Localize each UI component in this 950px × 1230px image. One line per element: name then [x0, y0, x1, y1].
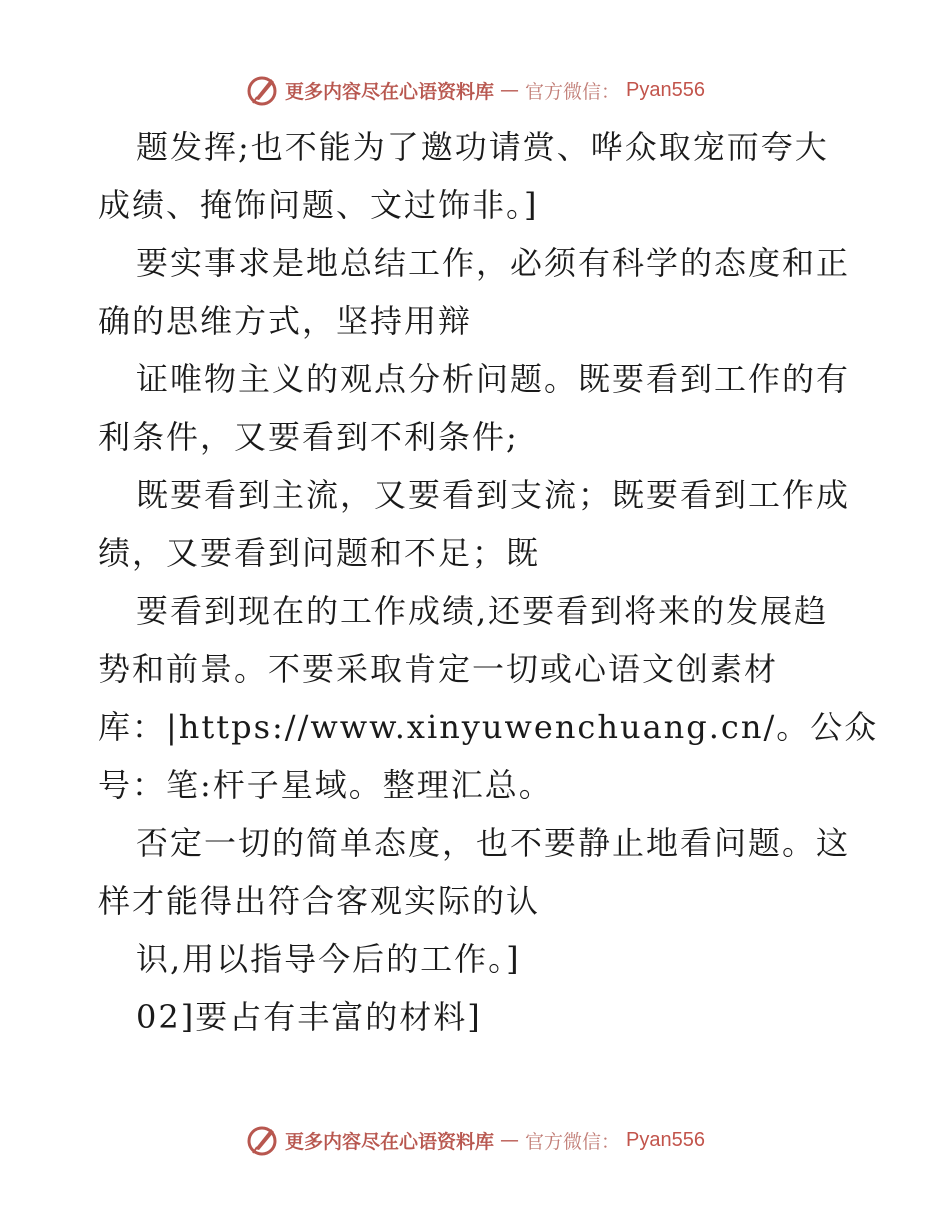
footer-banner	[0, 1120, 950, 1160]
document-body	[98, 118, 879, 1046]
text-line: 既要看到主流，又要看到支流；既要看到工作成	[136, 476, 851, 514]
text-line: 证唯物主义的观点分析问题。既要看到工作的有	[136, 360, 851, 398]
banner-separator: —	[500, 1129, 520, 1151]
text-line: 要实事求是地总结工作，必须有科学的态度和正	[136, 244, 851, 282]
banner-wechat-id: Pyan556	[626, 1128, 705, 1151]
banner-main-text: 更多内容尽在心语资料库	[285, 80, 495, 103]
quill-pen-logo-icon	[245, 73, 279, 107]
banner-wechat-label: 官方微信：	[525, 1130, 621, 1153]
banner-main-text: 更多内容尽在心语资料库	[285, 1130, 495, 1153]
banner-separator: —	[500, 79, 520, 101]
text-line: 利条件，又要看到不利条件;	[98, 418, 519, 456]
text-line: 题发挥;也不能为了邀功请赏、哗众取宠而夸大	[136, 128, 829, 166]
text-line: 势和前景。不要采取肯定一切或心语文创素材	[98, 650, 779, 688]
text-line: 要看到现在的工作成绩,还要看到将来的发展趋	[136, 592, 829, 630]
text-line: 识,用以指导今后的工作。]	[136, 940, 521, 978]
section-heading: 02]要占有丰富的材料]	[136, 998, 482, 1036]
text-line: 绩，又要看到问题和不足；既	[98, 534, 541, 572]
text-line: 否定一切的简单态度，也不要静止地看问题。这	[136, 824, 851, 862]
text-line: 成绩、掩饰问题、文过饰非。]	[98, 186, 539, 224]
text-line: 样才能得出符合客观实际的认	[98, 882, 541, 920]
header-banner	[0, 70, 950, 110]
text-line: 号：笔:杆子星域。整理汇总。	[98, 766, 553, 804]
banner-wechat-id: Pyan556	[626, 78, 705, 101]
text-line: 库：|https://www.xinyuwenchuang.cn/。公众	[98, 708, 879, 746]
banner-wechat-label: 官方微信：	[525, 80, 621, 103]
quill-pen-logo-icon	[245, 1123, 279, 1157]
text-line: 确的思维方式，坚持用辩	[98, 302, 473, 340]
